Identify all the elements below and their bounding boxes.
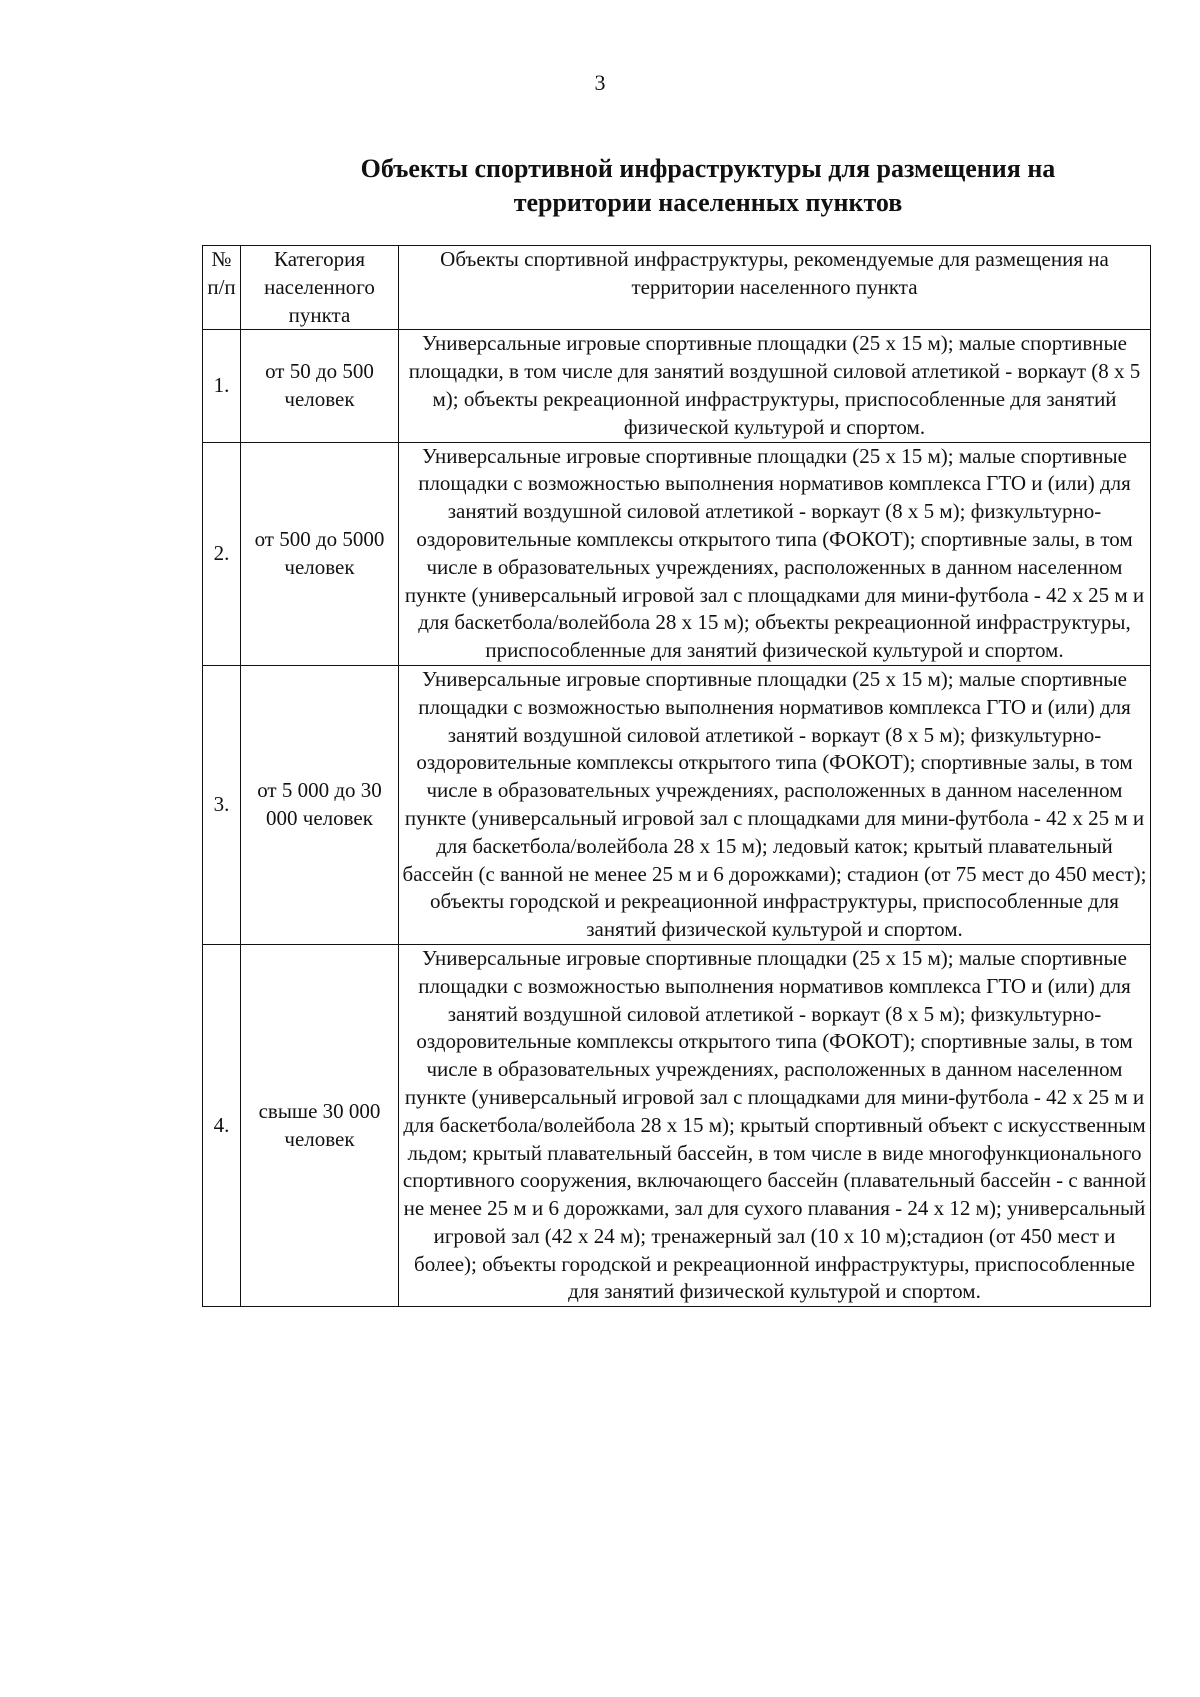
row-category: от 50 до 500 человек <box>241 330 399 442</box>
row-objects: Универсальные игровые спортивные площадки (25 х 15 м); малые спортивные площадки, в том числе для занятий воздушной силовой атлетикой - воркаут (8 х 5 м); объекты рекреационной инфраструктуры, приспособленные для занятий физической культурой и спортом. <box>399 330 1151 442</box>
table-row <box>203 944 1151 1306</box>
document-title <box>318 152 1098 220</box>
row-number: 3. <box>203 665 241 944</box>
document-title-line-1: Объекты спортивной инфраструктуры для размещения на <box>360 154 1056 183</box>
row-category: свыше 30 000 человек <box>241 944 399 1306</box>
table-header-row <box>203 246 1151 330</box>
header-objects: Объекты спортивной инфраструктуры, рекомендуемые для размещения на территории населенного пункта <box>399 246 1151 330</box>
page-number: 3 <box>594 70 606 95</box>
header-number: № п/п <box>203 246 241 330</box>
document-title-line-2: территории населенных пунктов <box>513 188 903 217</box>
row-number: 1. <box>203 330 241 442</box>
table-row <box>203 330 1151 442</box>
table-row <box>203 442 1151 665</box>
row-objects: Универсальные игровые спортивные площадки (25 х 15 м); малые спортивные площадки с возможностью выполнения нормативов комплекса ГТО и (или) для занятий воздушной силовой атлетикой - воркаут (8 х 5 м); физкультурно-оздоровительные комплексы открытого типа (ФОКОТ); спортивные залы, в том числе в образовательных учреждениях, расположенных в данном населенном пункте (универсальный игровой зал с площадками для мини-футбола - 42 х 25 м и для баскетбола/волейбола 28 х 15 м); объекты рекреационной инфраструктуры, приспособленные для занятий физической культурой и спортом. <box>399 442 1151 665</box>
row-category: от 5 000 до 30 000 человек <box>241 665 399 944</box>
header-category: Категория населенного пункта <box>241 246 399 330</box>
row-category: от 500 до 5000 человек <box>241 442 399 665</box>
row-number: 4. <box>203 944 241 1306</box>
sports-infrastructure-table <box>202 245 1151 1307</box>
row-objects: Универсальные игровые спортивные площадки (25 х 15 м); малые спортивные площадки с возможностью выполнения нормативов комплекса ГТО и (или) для занятий воздушной силовой атлетикой - воркаут (8 х 5 м); физкультурно-оздоровительные комплексы открытого типа (ФОКОТ); спортивные залы, в том числе в образовательных учреждениях, расположенных в данном населенном пункте (универсальный игровой зал с площадками для мини-футбола - 42 х 25 м и для баскетбола/волейбола 28 х 15 м); ледовый каток; крытый плавательный бассейн (с ванной не менее 25 м и 6 дорожками); стадион (от 75 мест до 450 мест); объекты городской и рекреационной инфраструктуры, приспособленные для занятий физической культурой и спортом. <box>399 665 1151 944</box>
table-row <box>203 665 1151 944</box>
row-number: 2. <box>203 442 241 665</box>
row-objects: Универсальные игровые спортивные площадки (25 х 15 м); малые спортивные площадки с возможностью выполнения нормативов комплекса ГТО и (или) для занятий воздушной силовой атлетикой - воркаут (8 х 5 м); физкультурно-оздоровительные комплексы открытого типа (ФОКОТ); спортивные залы, в том числе в образовательных учреждениях, расположенных в данном населенном пункте (универсальный игровой зал с площадками для мини-футбола - 42 х 25 м и для баскетбола/волейбола 28 х 15 м); крытый спортивный объект с искусственным льдом; крытый плавательный бассейн, в том числе в виде многофункционального спортивного сооружения, включающего бассейн (плавательный бассейн - с ванной не менее 25 м и 6 дорожками, зал для сухого плавания - 24 х 12 м); универсальный игровой зал (42 х 24 м); тренажерный зал (10 х 10 м);стадион (от 450 мест и более); объекты городской и рекреационной инфраструктуры, приспособленные для занятий физической культурой и спортом. <box>399 944 1151 1306</box>
